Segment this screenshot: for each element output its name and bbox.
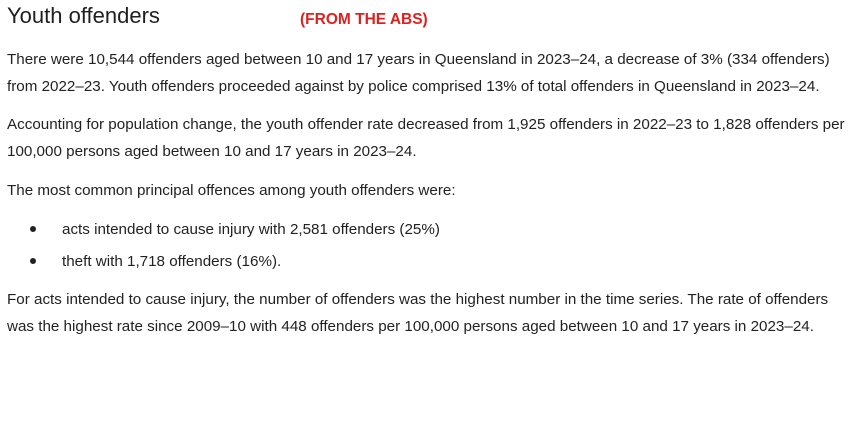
offence-list (7, 214, 849, 278)
paragraph-offender-rate: Accounting for population change, the youth offender rate decreased from 1,925 offenders in 2022–23 to 1,828 offenders per 100,000 persons aged between 10 and 17 years in 2023–24. (7, 116, 845, 160)
paragraph-common-offences-intro: The most common principal offences among youth offenders were: (7, 182, 456, 199)
list-item-text: theft with 1,718 offenders (16%). (62, 253, 282, 270)
paragraph-offender-count: There were 10,544 offenders aged between 10 and 17 years in Queensland in 2023–24, a decrease of 3% (334 offenders) from 2022–23. Youth offenders proceeded against by police comprised 13% of total offenders in Queensland in 2023–24. (7, 51, 830, 95)
bullet-icon (30, 226, 36, 232)
article-header (7, 0, 849, 40)
list-item-text: acts intended to cause injury with 2,581 offenders (25%) (62, 221, 440, 238)
bullet-icon (30, 258, 36, 264)
article (7, 0, 849, 340)
page-title: Youth offenders (7, 3, 160, 28)
source-annotation: (FROM THE ABS) (300, 11, 428, 28)
list-item (7, 246, 849, 278)
list-item (7, 214, 849, 246)
paragraph-injury-offences: For acts intended to cause injury, the number of offenders was the highest number in the time series. The rate of offenders was the highest rate since 2009–10 with 448 offenders per 100,000 persons aged between 10 and 17 years in 2023–24. (7, 291, 829, 335)
